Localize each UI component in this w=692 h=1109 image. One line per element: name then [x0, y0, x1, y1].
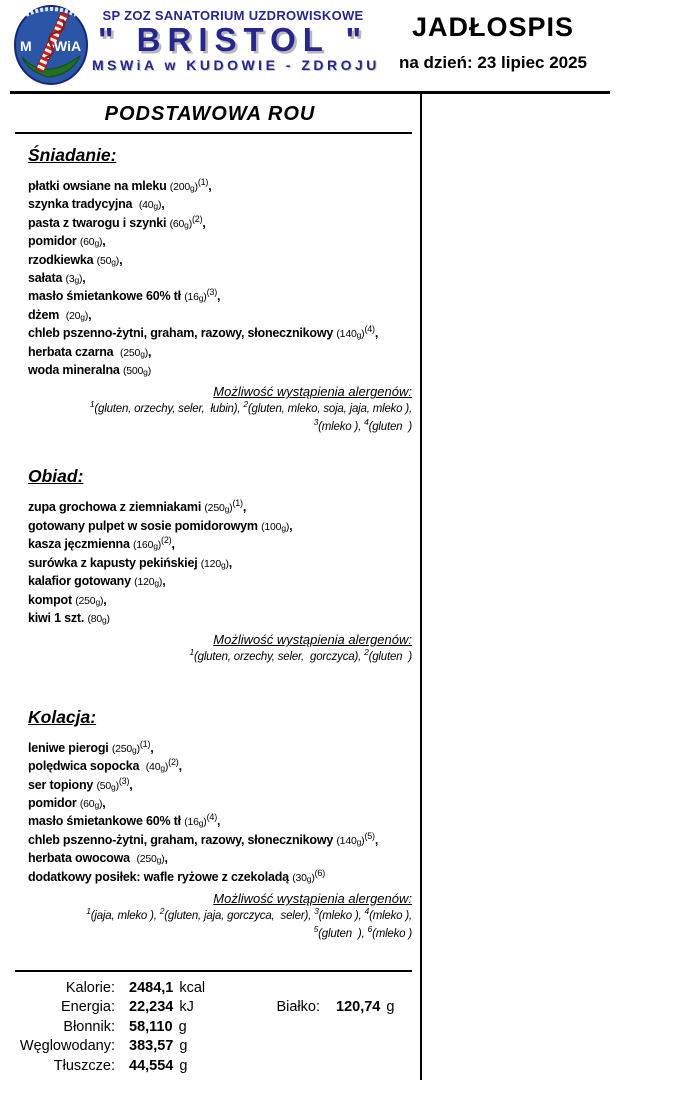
allergen-line: [28, 401, 412, 419]
allergen-ref: 5: [313, 923, 319, 934]
allergen-ref: 2: [159, 906, 165, 917]
item-weight: (250g): [111, 742, 140, 755]
organization-block: [92, 8, 380, 73]
item-name: masło śmietankowe 60% tł: [28, 289, 185, 304]
item-allergen-ref: (1): [232, 498, 243, 509]
mswia-logo-icon: [14, 5, 88, 85]
item-weight-unit: g: [184, 219, 189, 230]
nutrition-label: Błonnik:: [63, 1018, 115, 1035]
menu-item: [28, 344, 412, 362]
item-name: pomidor: [28, 796, 80, 811]
item-weight: (120g): [134, 576, 163, 589]
nutrition-summary: [15, 970, 412, 1081]
item-separator: ,: [202, 215, 206, 230]
item-weight-unit: g: [198, 818, 204, 829]
item-weight: (140g): [336, 328, 365, 341]
item-weight-unit: g: [153, 541, 158, 552]
item-weight: (100g): [261, 520, 290, 533]
nutrition-unit: g: [178, 1018, 187, 1035]
item-separator: ,: [217, 814, 221, 829]
item-weight-unit: g: [160, 763, 165, 774]
menu-item: [28, 196, 412, 214]
item-weight: (80g): [87, 612, 110, 625]
allergen-text: (gluten, mleko, soja, jaja, mleko ),: [247, 403, 412, 416]
menu-item: [28, 592, 412, 610]
nutrition-label: Węglowodany:: [19, 1038, 115, 1054]
item-separator: ,: [374, 326, 379, 341]
item-allergen-ref: (2): [161, 535, 172, 546]
item-name: kiwi 1 szt.: [28, 610, 88, 625]
allergen-line: [28, 649, 412, 667]
nutrition-unit: g: [179, 1057, 188, 1074]
menu-item: [28, 270, 412, 288]
item-weight: (500g): [122, 365, 151, 378]
nutrition-value: 383,57: [129, 1038, 174, 1054]
item-weight-unit: g: [220, 559, 226, 570]
nutrition-extra: [245, 998, 394, 1018]
nutrition-row: [15, 979, 412, 999]
item-weight: (30g): [292, 871, 315, 884]
item-weight: (250g): [75, 594, 104, 607]
item-weight-unit: g: [102, 614, 107, 625]
item-allergen-ref: (5): [364, 830, 375, 841]
item-weight-unit: g: [140, 348, 145, 359]
nutrition-row: [15, 1018, 412, 1038]
nutrition-unit: g: [179, 1038, 188, 1054]
item-separator: ,: [88, 307, 92, 322]
item-weight: (16g): [184, 816, 207, 829]
meal-items: [28, 499, 412, 628]
item-separator: ,: [161, 197, 165, 212]
item-name: polędwica sopocka: [28, 759, 146, 774]
menu-item: [28, 536, 412, 554]
allergen-text: (gluten, jaja, gorczyca, seler),: [164, 910, 315, 923]
item-weight: (40g): [138, 199, 162, 212]
nutrition-value: 120,74: [336, 999, 381, 1015]
item-weight: (120g): [200, 557, 229, 570]
organization-name-line3: MSWiA w KUDOWIE - ZDROJU: [92, 56, 380, 73]
item-weight: (16g): [184, 291, 207, 304]
allergen-ref: 3: [313, 416, 319, 427]
meal-section: [28, 707, 412, 943]
item-allergen-ref: (6): [314, 867, 326, 878]
menu-item: [28, 777, 412, 795]
allergen-line: [28, 416, 412, 437]
nutrition-label: Energia:: [60, 999, 115, 1015]
menu-item: [28, 610, 412, 628]
item-weight: (40g): [145, 761, 169, 774]
item-name: kalafior gotowany: [28, 574, 135, 589]
menu-item: [28, 233, 412, 251]
item-weight-unit: g: [281, 522, 286, 533]
document-title-block: [378, 12, 608, 73]
item-weight: (250g): [136, 853, 165, 866]
item-separator: ,: [228, 555, 233, 570]
item-name: masło śmietankowe 60% tł: [28, 814, 185, 829]
item-allergen-ref: (1): [139, 738, 151, 749]
item-name: woda mineralna: [28, 363, 123, 378]
item-weight-unit: g: [356, 836, 362, 847]
item-weight-unit: g: [156, 855, 162, 866]
allergen-ref: 1: [89, 399, 95, 410]
item-separator: ,: [150, 740, 154, 755]
item-separator: ,: [148, 344, 152, 359]
menu-item: [28, 740, 412, 758]
allergen-ref: 6: [367, 923, 373, 934]
item-name: szynka tradycyjna: [28, 197, 139, 212]
item-name: chleb pszenno-żytni, graham, razowy, słonecznikowy: [28, 832, 337, 847]
menu-sections: [0, 134, 420, 943]
allergen-line: [28, 908, 412, 926]
item-weight-unit: g: [356, 330, 362, 341]
menu-item: [28, 795, 412, 813]
menu-item: [28, 362, 412, 380]
item-weight-unit: g: [306, 873, 312, 884]
right-column: [422, 94, 692, 1080]
menu-item: [28, 307, 412, 325]
nutrition-row: [15, 1037, 412, 1057]
menu-column: [0, 94, 422, 1080]
nutrition-unit: kcal: [179, 979, 206, 996]
nutrition-value: 22,234: [129, 999, 174, 1015]
allergen-text: (gluten ): [368, 651, 412, 664]
item-weight-unit: g: [198, 293, 204, 304]
item-allergen-ref: (1): [197, 177, 209, 187]
item-separator: ,: [208, 179, 212, 193]
item-name: zupa grochowa z ziemniakami: [28, 500, 205, 515]
menu-item: [28, 832, 412, 850]
item-name: rzodkiewka: [28, 252, 97, 267]
item-weight-unit: g: [94, 800, 99, 811]
item-weight-unit: g: [74, 275, 79, 286]
item-weight-unit: g: [154, 578, 159, 589]
nutrition-value: 58,110: [129, 1018, 173, 1035]
meal-title: Kolacja:: [28, 706, 97, 727]
item-weight: (60g): [79, 236, 103, 249]
item-separator: ,: [289, 518, 293, 533]
item-separator: ,: [217, 289, 221, 304]
item-name: sałata: [28, 271, 66, 286]
meal-items: [28, 740, 412, 887]
allergen-text: (gluten ): [368, 420, 412, 433]
meal-items: [28, 178, 412, 380]
item-weight: (250g): [204, 502, 233, 515]
menu-item: [28, 215, 412, 233]
diet-title: PODSTAWOWA ROU: [104, 103, 316, 125]
item-allergen-ref: (2): [168, 757, 179, 768]
nutrition-label: Białko:: [276, 999, 320, 1015]
item-name: chleb pszenno-żytni, graham, razowy, słonecznikowy: [28, 326, 337, 341]
item-allergen-ref: (3): [206, 287, 217, 298]
logo-label-left: M: [20, 38, 32, 54]
item-weight: (50g): [96, 779, 119, 792]
item-weight: (20g): [65, 309, 89, 322]
item-weight: (160g): [133, 539, 162, 552]
allergen-ref: 2: [243, 399, 248, 410]
allergen-heading: Możliwość wystąpienia alergenów:: [213, 384, 412, 400]
document-title: JADŁOSPIS: [411, 12, 575, 42]
item-weight: (140g): [336, 834, 365, 847]
allergen-text: (gluten, orzechy, seler, gorczyca),: [194, 651, 365, 664]
item-separator: ,: [82, 271, 86, 286]
menu-item: [28, 288, 412, 306]
item-weight-unit: g: [153, 201, 158, 212]
allergen-ref: 3: [314, 906, 319, 917]
item-name: gotowany pulpet w sosie pomidorowym: [28, 518, 262, 533]
item-allergen-ref: (3): [118, 775, 130, 786]
item-separator: ,: [103, 592, 107, 607]
allergen-text: (mleko ),: [318, 420, 365, 433]
item-name: kasza jęczmienna: [28, 537, 133, 552]
item-allergen-ref: (2): [191, 213, 203, 224]
item-allergen-ref: (4): [206, 812, 217, 823]
item-weight-unit: g: [190, 183, 195, 193]
document-date: na dzień: 23 lipiec 2025: [398, 53, 588, 72]
item-weight-unit: g: [132, 744, 137, 755]
item-separator: ,: [119, 252, 123, 267]
item-name: płatki owsiane na mleku: [28, 179, 170, 193]
nutrition-value: 44,554: [129, 1057, 174, 1074]
nutrition-row: [15, 1057, 412, 1077]
item-name: pasta z twarogu i szynki: [28, 215, 170, 230]
nutrition-label: Kalorie:: [65, 979, 115, 996]
item-weight-unit: g: [80, 311, 85, 322]
menu-item: [28, 518, 412, 536]
meal-title: Śniadanie:: [28, 145, 117, 165]
organization-name-line1: SP ZOZ SANATORIUM UZDROWISKOWE: [102, 8, 364, 23]
item-name: dżem: [28, 307, 66, 322]
item-name: herbata owocowa: [28, 851, 137, 866]
menu-item: [28, 325, 412, 343]
logo-label-right: WiA: [54, 38, 82, 54]
menu-item: [28, 869, 412, 887]
organization-brand-name: " BRISTOL ": [97, 21, 369, 58]
item-separator: ,: [129, 777, 133, 792]
menu-item: [28, 758, 412, 776]
item-weight: (250g): [119, 346, 149, 359]
allergen-ref: 4: [364, 906, 370, 917]
item-separator: ,: [242, 500, 247, 515]
item-separator: ,: [374, 832, 379, 847]
document-header: [0, 0, 692, 91]
meal-section: [28, 145, 412, 436]
item-weight: (60g): [169, 217, 192, 230]
item-weight-unit: g: [111, 781, 116, 792]
menu-item: [28, 499, 412, 517]
item-name: leniwe pierogi: [28, 740, 112, 755]
menu-item: [28, 813, 412, 831]
document-body: [0, 94, 692, 1080]
allergen-text: (gluten, orzechy, seler, łubin),: [94, 403, 244, 416]
menu-item: [28, 573, 412, 591]
item-name: pomidor: [28, 234, 80, 249]
item-weight-unit: g: [143, 367, 148, 378]
item-separator: ,: [178, 759, 182, 774]
meal-title: Obiad:: [28, 466, 84, 487]
item-weight: (200g): [169, 181, 198, 193]
menu-item: [28, 850, 412, 868]
allergen-text: (mleko ),: [369, 910, 412, 923]
meal-section: [28, 466, 412, 666]
nutrition-label: Tłuszcze:: [53, 1057, 115, 1074]
allergen-line: [28, 923, 412, 944]
item-separator: ,: [164, 851, 168, 866]
item-weight: (50g): [96, 254, 120, 267]
allergen-ref: 4: [364, 416, 369, 427]
item-name: surówka z kapusty pekińskiej: [28, 555, 201, 570]
nutrition-unit: g: [386, 999, 395, 1015]
nutrition-value: 2484,1: [129, 979, 174, 996]
item-name: ser topiony: [28, 777, 97, 792]
item-weight: (60g): [79, 798, 103, 811]
item-allergen-ref: (4): [364, 324, 375, 335]
allergen-text: (mleko ): [372, 927, 412, 940]
item-weight-unit: g: [111, 256, 116, 267]
allergen-ref: 2: [364, 647, 369, 658]
allergen-heading: Możliwość wystąpienia alergenów:: [213, 891, 412, 907]
item-separator: ,: [171, 537, 175, 552]
menu-item: [28, 178, 412, 196]
allergen-text: (jaja, mleko ),: [90, 910, 160, 923]
item-weight-unit: g: [224, 504, 230, 515]
item-separator: ,: [102, 234, 106, 249]
item-separator: ,: [102, 796, 106, 811]
item-name: herbata czarna: [28, 344, 120, 359]
menu-item: [28, 252, 412, 270]
allergen-ref: 1: [86, 906, 91, 917]
nutrition-row: [15, 998, 412, 1018]
allergen-ref: 1: [189, 647, 194, 658]
item-weight-unit: g: [95, 596, 100, 607]
item-name: kompot: [28, 592, 76, 607]
nutrition-rows: [15, 979, 412, 1077]
nutrition-unit: kJ: [179, 999, 194, 1015]
item-separator: ,: [162, 574, 166, 589]
item-name: dodatkowy posiłek: wafle ryżowe z czekoladą: [28, 869, 293, 884]
item-weight-unit: g: [94, 238, 99, 249]
item-weight: (3g): [65, 273, 83, 286]
menu-item: [28, 555, 412, 573]
allergen-heading: Możliwość wystąpienia alergenów:: [213, 632, 412, 648]
allergen-text: (gluten ),: [318, 927, 368, 940]
allergen-text: (mleko ),: [318, 910, 365, 923]
